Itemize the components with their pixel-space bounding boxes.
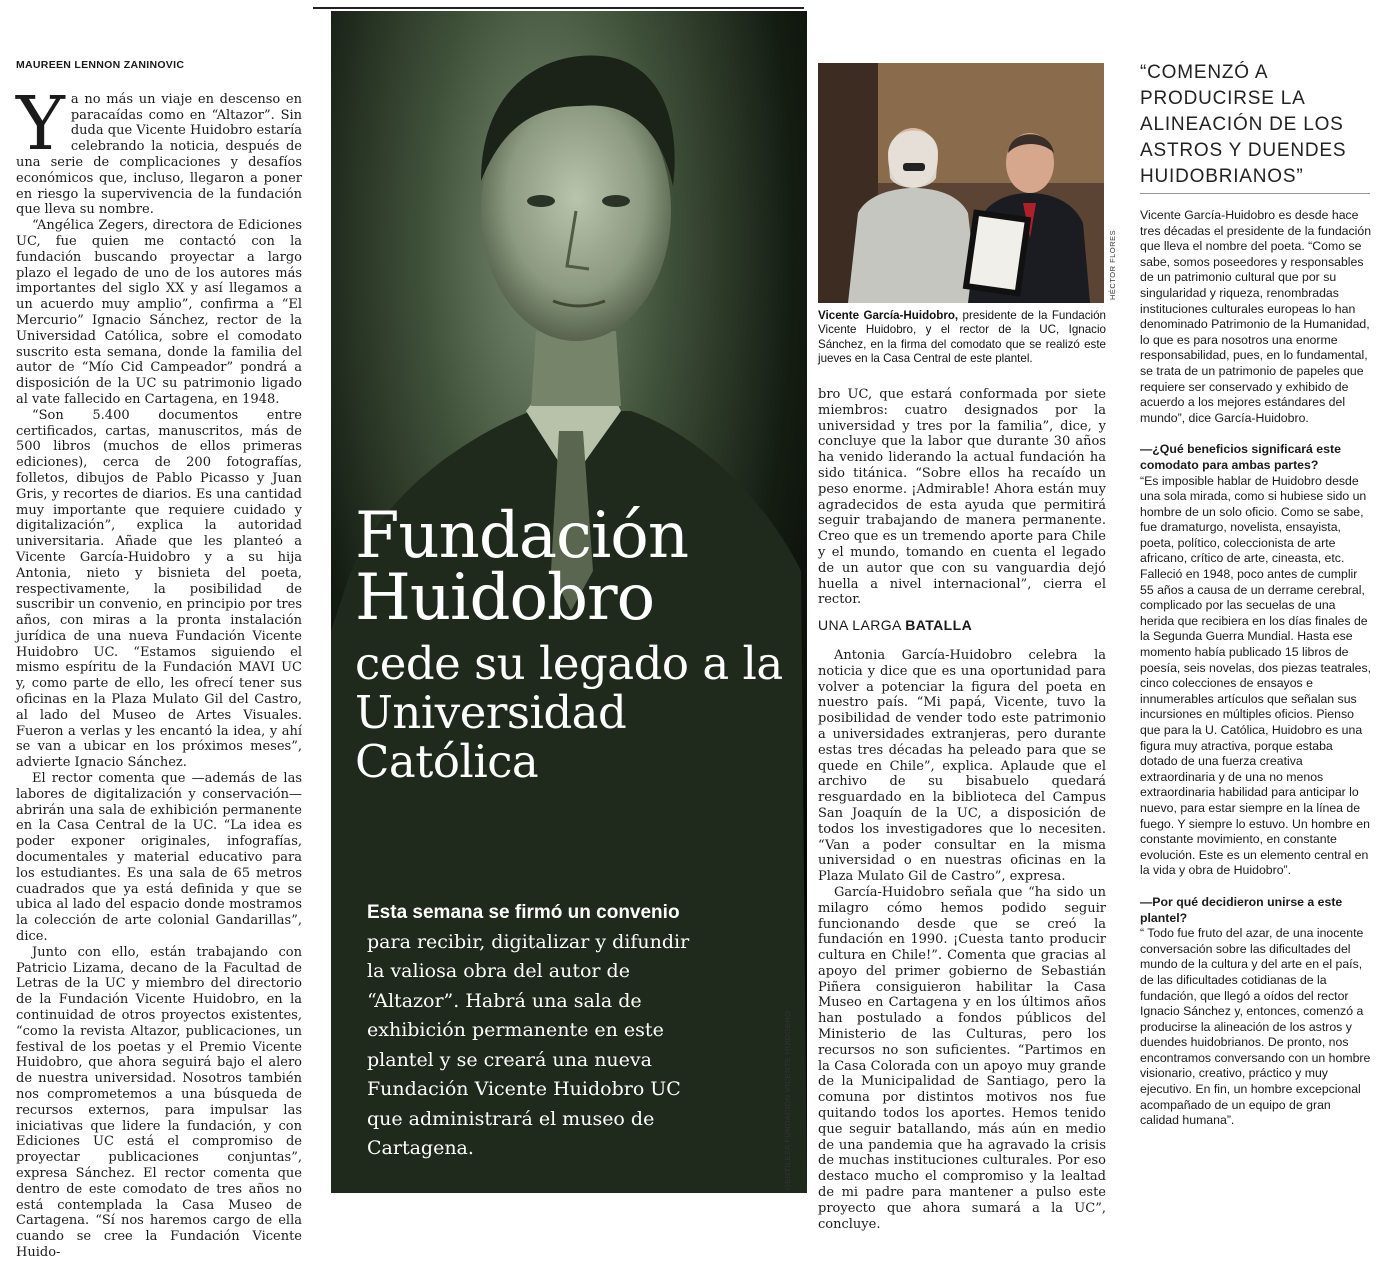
headline [355, 499, 785, 788]
drop-cap: Y [16, 80, 65, 167]
headline-line-2: Huidobro [355, 561, 655, 635]
article-paragraph: “Son 5.400 documentos entre certificados, cartas, manuscritos, más de 500 libros (muchos de ellos primeras ediciones), cerca de 200 fotografías, folletos, dibujos de Pablo Picasso y Juan Gris, y recortes de diarios. Es una cantidad muy importante que requiere cuidado y digitalización”, explica la autoridad universitaria. Añade que les planteó a Vicente García-Huidobro y a su hija Antonia, nieto y bisnieta del poeta, respectivamente, la posibilidad de suscribir un convenio, en principio por tres años, con miras a la pronta instalación jurídica de una nueva Fundación Vicente Huidobro UC. “Estamos siguiendo el mismo espíritu de la Fundación MAVI UC y, como parte de ello, les ofrecí tener sus oficinas en la Plaza Mulato Gil del Castro, al lado del Museo de Artes Visuales. Fueron a verlas y les encantó la idea, y ahí se van a ubicar en los próximos meses”, advierte Ignacio Sánchez. [16, 407, 302, 771]
interview-question: —¿Qué beneficios significará este comodato para ambas partes? [1140, 442, 1341, 472]
signing-photo-image [818, 63, 1104, 303]
pull-quote: “COMENZÓ A PRODUCIRSE LA ALINEACIÓN DE LOS ASTROS Y DUENDES HUIDOBRIANOS” [1140, 62, 1347, 187]
pull-quote-rule [1140, 193, 1370, 194]
interview-answer: “Es imposible hablar de Huidobro desde una sola mirada, como si hubiese sido un hombre de un solo oficio. Como se sabe, fue dramaturgo, novelista, ensayista, poeta, político, coleccionista de arte africano, crítico de arte, cineasta, etc. Falleció en 1948, poco antes de cumplir 55 años a causa de un derrame cerebral, complicado por las secuelas de una herida que recibiera en los días finales de la Segunda Guerra Mundial. Hasta ese momento había publicado 15 libros de poesía, seis novelas, dos piezas teatrales, cinco colecciones de ensayos e innumerables artículos que señalan sus incursiones en múltiples oficios. Pienso que para la U. Católica, Huidobro es una figura muy atractiva, porque estaba dotado de una fuerza creativa extraordinaria y de una no menos extraordinaria habilidad para anticipar lo nuevo, para estar siempre en la línea de fuego. Y siempre lo estuvo. Un hombre en constante movimiento, en constante evolución. Este es un elemento central en la vida y obra de Huidobro”. [1140, 473, 1372, 878]
byline: MAUREEN LENNON ZANINOVIC [16, 59, 185, 71]
article-paragraph: Junto con ello, están trabajando con Patricio Lizama, decano de la Facultad de Letras de la UC y miembro del directorio de la Fundación Vicente Huidobro, en la continuidad de otros proyectos existentes, “como la revista Altazor, publicaciones, un festival de los poetas y el Premio Vicente Huidobro, que ahora seguirá bajo el alero de nuestra universidad. Nosotros también nos comprometemos a una búsqueda de recursos externos, para impulsar las iniciativas que lidere la fundación, y con Ediciones UC está el compromiso de proyectar publicaciones conjuntas”, expresa Sánchez. El rector comenta que dentro de este comodato de tres años no está contemplada la Casa Museo de Cartagena. “Sí nos haremos cargo de ella cuando se cree la Fundación Vicente Huido- [16, 944, 302, 1260]
subhead-light: UNA LARGA [818, 617, 906, 634]
interview-question: —Por qué decidieron unirse a este plantel? [1140, 894, 1343, 925]
photo-credit-2: HÉCTOR FLORES [1108, 229, 1117, 300]
article-paragraph: Antonia García-Huidobro celebra la noticia y dice que es una oportunidad para volver a potenciar la figura del poeta en nuestro país. “Mi papá, Vicente, tuvo la posibilidad de vender todo este patrimonio a universidades extranjeras, pero durante estas tres décadas ha peleado para que se quede en Chile”, explica. Aplaude que el archivo de su bisabuelo quedará resguardado en la biblioteca del Campus San Joaquín de la UC, a disposición de todos los investigadores que lo necesiten. “Van a poder consultar en la misma universidad o en nuestras oficinas en la Plaza Mulato Gil de Castro”, expresa. [818, 647, 1106, 885]
caption-text: presidente de la Fundación Vicente Huidobro, y el rector de la UC, Ignacio Sánchez, en la firma del comodato que se realizó este jueves en la Casa Central de este plantel. [818, 309, 1106, 366]
headline-rest: cede su legado a la Universidad Católica [355, 637, 783, 788]
deck-text: para recibir, digitalizar y difundir la valiosa obra del autor de “Altazor”. Habrá una sala de exhibición permanente en este plantel y se creará una nueva Fundación Vicente Huidobro UC que administrará el museo de Cartagena. [367, 930, 690, 1159]
signing-photo [818, 63, 1104, 303]
interview-intro: Vicente García-Huidobro es desde hace tres décadas el presidente de la fundación que lleva el nombre del poeta. “Como se sabe, somos poseedores y responsables de un patrimonio cultural que por su singularidad y riqueza, renombradas instituciones culturales europeas lo han denominado Patrimonio de la Humanidad, lo que es para nosotros una enorme responsabilidad, pues, en lo fundamental, se trata de un patrimonio de papeles que requiere ser conservado y exhibido de acuerdo a los mejores estándares del mundo”, dice García-Huidobro. [1140, 208, 1372, 425]
interview-answer: “ Todo fue fruto del azar, de una inocente conversación sobre las dificultades del mundo de la cultura y del arte en el país, de las dificultades cotidianas de la fundación, que llegó a oídos del rector Ignacio Sánchez y, entonces, comenzó a producirse la alineación de los astros y duendes huidobrianos. De pronto, nos encontramos conversando con un hombre visionario, creativo, práctico y muy ejecutivo. En fin, un hombre excepcional acompañado de un equipo de gran calidad humana”. [1140, 926, 1371, 1128]
lead-text: a no más un viaje en descenso en paracaídas como en “Altazor”. Sin duda que Vicente Huidobro estaría celebrando la noticia, después de una serie de complicaciones y desafíos económicos que, incluso, llegaron a poner en riesgo la supervivencia de la fundación que lleva su nombre. [16, 91, 302, 218]
article-paragraph: “Angélica Zegers, directora de Ediciones UC, fue quien me contactó con la fundación buscando proyectar a largo plazo el legado de uno de los autores más importantes del siglo XX y así llegamos a un acuerdo muy amplio”, confirma a “El Mercurio” Ignacio Sánchez, rector de la Universidad Católica, sobre el comodato suscrito esta semana, donde la familia del autor de “Mío Cid Campeador” pondrá a disposición de la UC su patrimonio ligado al vate fallecido en Cartagena, en 1948. [16, 218, 302, 407]
subhead-bold: BATALLA [905, 617, 973, 634]
article-column-3 [818, 387, 1106, 1232]
subhead [818, 618, 1106, 634]
article-paragraph: El rector comenta que —además de las labores de digitalización y conservación— abrirán una sala de exhibición permanente en la Casa Central de la UC. “La idea es poder exponer originales, infografías, documentales y material educativo para los estudiantes. Es una sala de 65 metros cuadrados que ya está definida y que se ubica al lado del espacio donde mostramos la colección de arte colonial Gandarillas”, dice. [16, 771, 302, 945]
top-rule [313, 7, 804, 9]
photo-credit-main: GENTILEZA FUNDACIÓN VICENTE HUIDOBRO [783, 1010, 792, 1190]
article-paragraph: bro UC, que estará conformada por siete miembros: cuatro designados por la universidad y tres por la familia”, dice, y concluye que la labor que durante 30 años ha venido liderando la actual fundación ha sido titánica. “Sobre ellos ha recaído un peso enorme. ¡Admirable! Ahora están muy agradecidos de esta ayuda que permitirá seguir trabajando de manera permanente. Creo que es un tremendo aporte para Chile y el mundo, tomando en cuenta el legado de un autor que con su vanguardia dejó huella a nivel internacional”, cierra el rector. [818, 387, 1106, 608]
photo-caption [818, 309, 1106, 367]
interview-column [1140, 208, 1372, 1208]
caption-bold: Vicente García-Huidobro, [818, 309, 959, 322]
deck [367, 898, 697, 1164]
article-paragraph [16, 80, 302, 218]
headline-line-1: Fundación [355, 499, 689, 573]
deck-bold: Esta semana se firmó un convenio [367, 902, 680, 923]
article-column-1 [16, 58, 302, 1260]
article-paragraph: García-Huidobro señala que “ha sido un milagro cómo hemos podido seguir funcionando desde que se creó la fundación en 1990. ¡Cuesta tanto producir cultura en Chile!”. Comenta que gracias al apoyo del primer gobierno de Sebastián Piñera consiguieron habilitar la Casa Museo en Cartagena y en los últimos años han postulado a fondos públicos del Ministerio de las Culturas, pero los recursos no son suficientes. “Partimos en la Casa Colorada con un apoyo muy grande de la Municipalidad de Santiago, pero la comuna por distintos motivos nos fue quitando todos los aportes. Hemos tenido que seguir batallando, más aún en medio de una pandemia que ha agravado la crisis de muchas instituciones culturales. Por eso destaco mucho el compromiso y la lealtad de mi padre para mantener a pulso este proyecto que ahora sumará a la UC”, concluye. [818, 884, 1106, 1232]
